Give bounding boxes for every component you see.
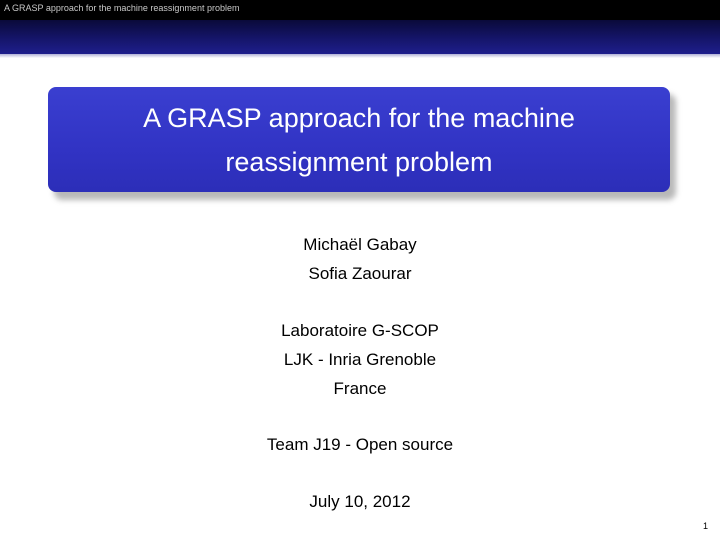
page-number: 1 [702,521,708,531]
author-name: Michaël Gabay [303,235,417,254]
title-box [48,87,670,192]
authors-block [0,230,720,288]
institute-line: France [333,379,387,398]
slide-title: A GRASP approach for the machine reassignment problem [143,102,575,177]
institute-line: Laboratoire G-SCOP [281,321,439,340]
navigation-band [0,20,720,54]
author-name: Sofia Zaourar [308,264,412,283]
headline-short-title: A GRASP approach for the machine reassignment problem [4,3,240,13]
date-line: July 10, 2012 [309,492,411,511]
navigation-band-fade [0,54,720,58]
institutes-block [0,316,720,403]
headline-bar [0,0,720,20]
institute-line: LJK - Inria Grenoble [283,350,437,369]
team-line: Team J19 - Open source [266,435,454,454]
